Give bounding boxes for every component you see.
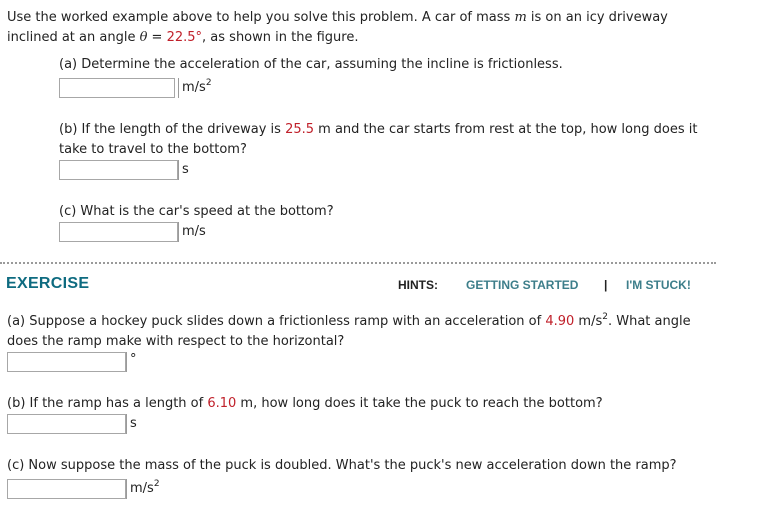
problem-part-a-unit [182, 78, 212, 98]
part-b-text: (b) If the ramp has a length of [7, 396, 208, 411]
unit-text: m/s [130, 481, 154, 496]
problem-intro-line-1 [7, 8, 668, 28]
unit-divider [178, 160, 179, 180]
unit-exponent: 2 [205, 78, 212, 88]
exercise-part-a-line-1 [7, 312, 691, 332]
unit-divider [178, 78, 179, 98]
unit-exponent: 2 [602, 312, 608, 322]
acceleration-value: 4.90 [545, 314, 575, 329]
section-divider [0, 262, 716, 264]
intro-text: , as shown in the figure. [202, 30, 359, 45]
problem-part-a-answer-input[interactable] [59, 78, 175, 98]
hint-im-stuck-link[interactable]: I'M STUCK! [626, 278, 691, 292]
hint-getting-started-link[interactable]: GETTING STARTED [466, 278, 579, 292]
intro-text: is on an icy driveway [526, 10, 668, 25]
hints-label: HINTS: [398, 278, 438, 292]
problem-part-b-unit: s [182, 162, 189, 177]
problem-part-c-unit: m/s [182, 224, 206, 239]
exercise-part-b-answer-input[interactable] [7, 414, 126, 434]
intro-text: inclined at an angle [7, 30, 140, 45]
exercise-part-a-answer-input[interactable] [7, 352, 126, 372]
problem-part-c-answer-input[interactable] [59, 222, 178, 242]
exercise-part-c-text: (c) Now suppose the mass of the puck is doubled. What's the puck's new acceleration down the ramp? [7, 458, 677, 473]
length-value: 25.5 [285, 122, 315, 137]
unit-divider [178, 222, 179, 242]
exercise-title: EXERCISE [6, 275, 90, 292]
problem-part-b-line-2: take to travel to the bottom? [59, 142, 247, 157]
exercise-part-b-unit: s [130, 416, 137, 431]
part-a-text: (a) Suppose a hockey puck slides down a frictionless ramp with an acceleration of [7, 314, 546, 329]
hint-separator: | [604, 278, 608, 292]
unit-exponent: 2 [153, 479, 160, 489]
theta-variable: θ [139, 30, 148, 45]
part-a-text: . What angle [607, 314, 691, 329]
problem-part-b-answer-input[interactable] [59, 160, 178, 180]
unit-text: m/s [182, 80, 206, 95]
part-a-text: m/s [574, 314, 603, 329]
problem-part-b-line-1 [59, 120, 697, 140]
problem-part-c-text: (c) What is the car's speed at the bottom? [59, 204, 334, 219]
exercise-part-a-unit: ° [130, 352, 137, 367]
unit-divider [126, 414, 127, 434]
ramp-length-value: 6.10 [207, 396, 237, 411]
mass-variable: m [514, 10, 527, 25]
part-b-text: (b) If the length of the driveway is [59, 122, 286, 137]
problem-part-a-text: (a) Determine the acceleration of the car, assuming the incline is frictionless. [59, 57, 563, 72]
unit-divider [126, 352, 127, 372]
exercise-part-a-line-2: does the ramp make with respect to the horizontal? [7, 334, 345, 349]
intro-text: Use the worked example above to help you solve this problem. A car of mass [7, 10, 515, 25]
part-b-text: m and the car starts from rest at the top, how long does it [314, 122, 698, 137]
problem-intro-line-2 [7, 28, 358, 48]
angle-value: 22.5° [166, 30, 203, 45]
exercise-part-b-line [7, 394, 603, 414]
exercise-part-c-answer-input[interactable] [7, 479, 126, 499]
intro-text: = [147, 30, 167, 45]
part-b-text: m, how long does it take the puck to reach the bottom? [236, 396, 603, 411]
unit-divider [126, 479, 127, 499]
exercise-part-c-unit [130, 479, 160, 499]
